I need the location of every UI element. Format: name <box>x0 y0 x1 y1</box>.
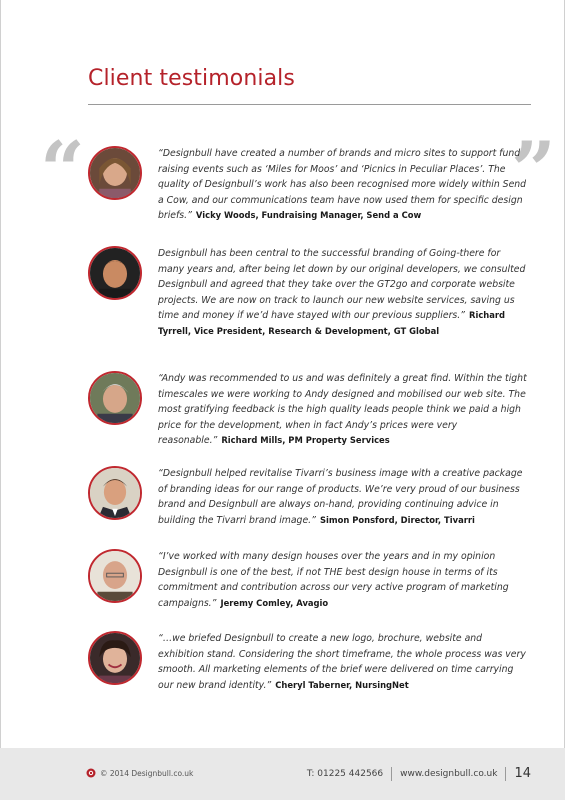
open-quote-mark: “ <box>40 125 85 216</box>
testimonial-text: Designbull has been central to the successful branding of Going-there for many years and, after being let down by our original developers, we consulted Designbull and agreed that they take over the GT2go and corporate website projects. We are now on track to launch our new website services, saving us time and money if we’d have stayed with our previous suppliers.” Richard Tyrrell, Vice President, Research & Development, GT Global <box>158 248 526 336</box>
avatar-richard-mills <box>88 371 142 425</box>
avatar-jeremy-comley <box>88 549 142 603</box>
testimonial-text: “I’ve worked with many design houses over the years and in my opinion Designbull is one of the best, if not THE best design house in terms of its commitment and contribution across our very active program of marketing campaigns.” Jeremy Comley, Avagio <box>158 551 509 609</box>
footer-phone: T: 01225 442566 <box>306 768 384 779</box>
footer-separator <box>505 767 506 781</box>
testimonial-attribution: Richard Tyrrell, Vice President, Research & Development, GT Global <box>158 310 506 336</box>
testimonial-attribution: Vicky Woods, Fundraising Manager, Send a Cow <box>195 210 422 220</box>
page-number: 14 <box>514 766 531 781</box>
footer-contact <box>307 766 531 781</box>
footer-website-link[interactable]: www.designbull.co.uk <box>400 768 498 779</box>
designbull-logo-icon <box>86 768 96 778</box>
avatar-cheryl-taberner <box>88 631 142 685</box>
testimonial-text: “Designbull have created a number of brands and micro sites to support fund raising events such as ‘Miles for Moos’ and ‘Picnics in Peculiar Places’. The quality of Designbull’s work has also been recognised more widely within Send a Cow, and our communications team have now used them for specific design briefs.” Vicky Woods, Fundraising Manager, Send a Cow <box>158 148 527 221</box>
avatar-vicky-woods <box>88 146 142 200</box>
title-divider <box>88 104 531 105</box>
testimonial-attribution: Jeremy Comley, Avagio <box>220 597 329 608</box>
testimonial-text: “…we briefed Designbull to create a new logo, brochure, website and exhibition stand. Considering the short timeframe, the whole process was very smooth. All marketing elements of the brief were delivered on time carrying our new brand identity.” Cheryl Taberner, NursingNet <box>158 633 526 691</box>
footer-copyright: © 2014 Designbull.co.uk <box>100 769 194 778</box>
testimonial-text: “Andy was recommended to us and was definitely a great find. Within the tight timescales we were working to Andy designed and mobilised our web site. The most gratifying feedback is the high quality leads people think we paid a high price for the development, when in fact Andy’s prices were very reasonable.” Richard Mills, PM Property Services <box>158 373 527 446</box>
page-title: Client testimonials <box>88 66 295 91</box>
testimonial-attribution: Cheryl Taberner, NursingNet <box>275 679 409 690</box>
page-footer <box>0 748 565 800</box>
testimonial-attribution: Richard Mills, PM Property Services <box>221 435 390 445</box>
close-quote-mark: ” <box>511 125 556 216</box>
footer-separator <box>391 767 392 781</box>
avatar-richard-tyrrell <box>88 246 142 300</box>
testimonial-text: “Designbull helped revitalise Tivarri’s business image with a creative package of branding ideas for our range of products. We’re very proud of our business brand and Designbull are always on-hand, providing continuing advice in building the Tivarri brand image.” Simon Ponsford, Director, Tivarri <box>158 468 523 526</box>
testimonial-attribution: Simon Ponsford, Director, Tivarri <box>319 514 475 525</box>
avatar-simon-ponsford <box>88 466 142 520</box>
